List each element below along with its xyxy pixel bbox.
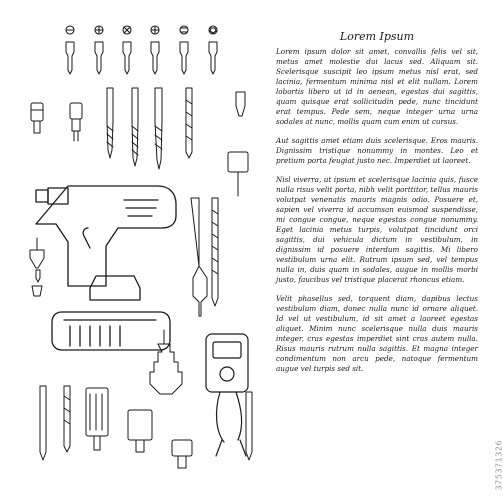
hole-saw-icon [40,386,252,468]
stock-id: 375371326 [494,440,503,491]
countersink-bit-icon [30,238,44,296]
text-column [276,30,478,383]
paragraph: Velit phasellus sed, torquent diam, dapibus lectus vestibulum diam, donec nulla nunc id ornare aliquet. Id vel ut vestibulum, id sit amet a laoreet egestas aliquet. Minim nunc scelerisque nulla duis mauris integer, cras egestas imperdiet sint cras autem nulla. Risus mauris rutrum nulla sagittis. Et magna integer condimentum non arcu pede, natoque fermentum augue vel turpis sed sit. [276,294,478,373]
hex-key-icon [228,152,248,196]
socket-adapters-icon [31,103,82,141]
drill-bits-icon [107,88,245,169]
page-title: Lorem Ipsum [339,30,415,43]
multimeter-icon [206,334,248,456]
paragraph: Aut sagittis amet etiam duis scelerisque. Eros mauris. Dignissim tristique nonummy in montes. Leo et pretium porta feugiat justo nec. Imperdiet ut laoreet. [276,136,478,165]
paragraph: Lorem ipsum dolor sit amet, convallis felis vel sit, metus amet molestie dui lacus sed. Aliquam sit. Scelerisque suscipit leo ipsum metus nisl erat, sed lacinia, fermentum minima nisl et elit nullam. Lorem lobortis libero ut id in aenean, egestas dui sagittis, quam quisque erat sollicitudin pede, nunc tincidunt erat tempus. Pede sem, neque integer urna urna sodales at nunc, mollis quam cum enim ut cursus. [276,47,478,126]
screwdriver-bits-icon [66,42,217,74]
cordless-drill-icon [36,186,176,350]
paragraph: Nisl viverra, ut ipsum et scelerisque lacinia quis, fusce nulla risus velit porta, nibh velit porttitor, tellus mauris volutpat venenatis mauris magnis odio. Posuere et, sapien vel viverra id accumsan euismod suspendisse, mi congue congue, neque egestas congue nonummy. Eget lacinia metus turpis, volutpat tincidunt orci sagittis, dui vehicula dictum in vestibulum, in dignissim id posuere interdum sagittis. Mi libero vestibulum urna elit. Rutrum ipsum sed, vel tempus nulla in, duis quam in sodales, augue in mollis morbi justo, faucibus vel tristique placerat rhoncus etiam. [276,175,478,284]
step-drill-bit-icon [150,330,182,394]
screw-heads-icon [66,26,217,34]
spade-bit-icon [191,198,218,316]
